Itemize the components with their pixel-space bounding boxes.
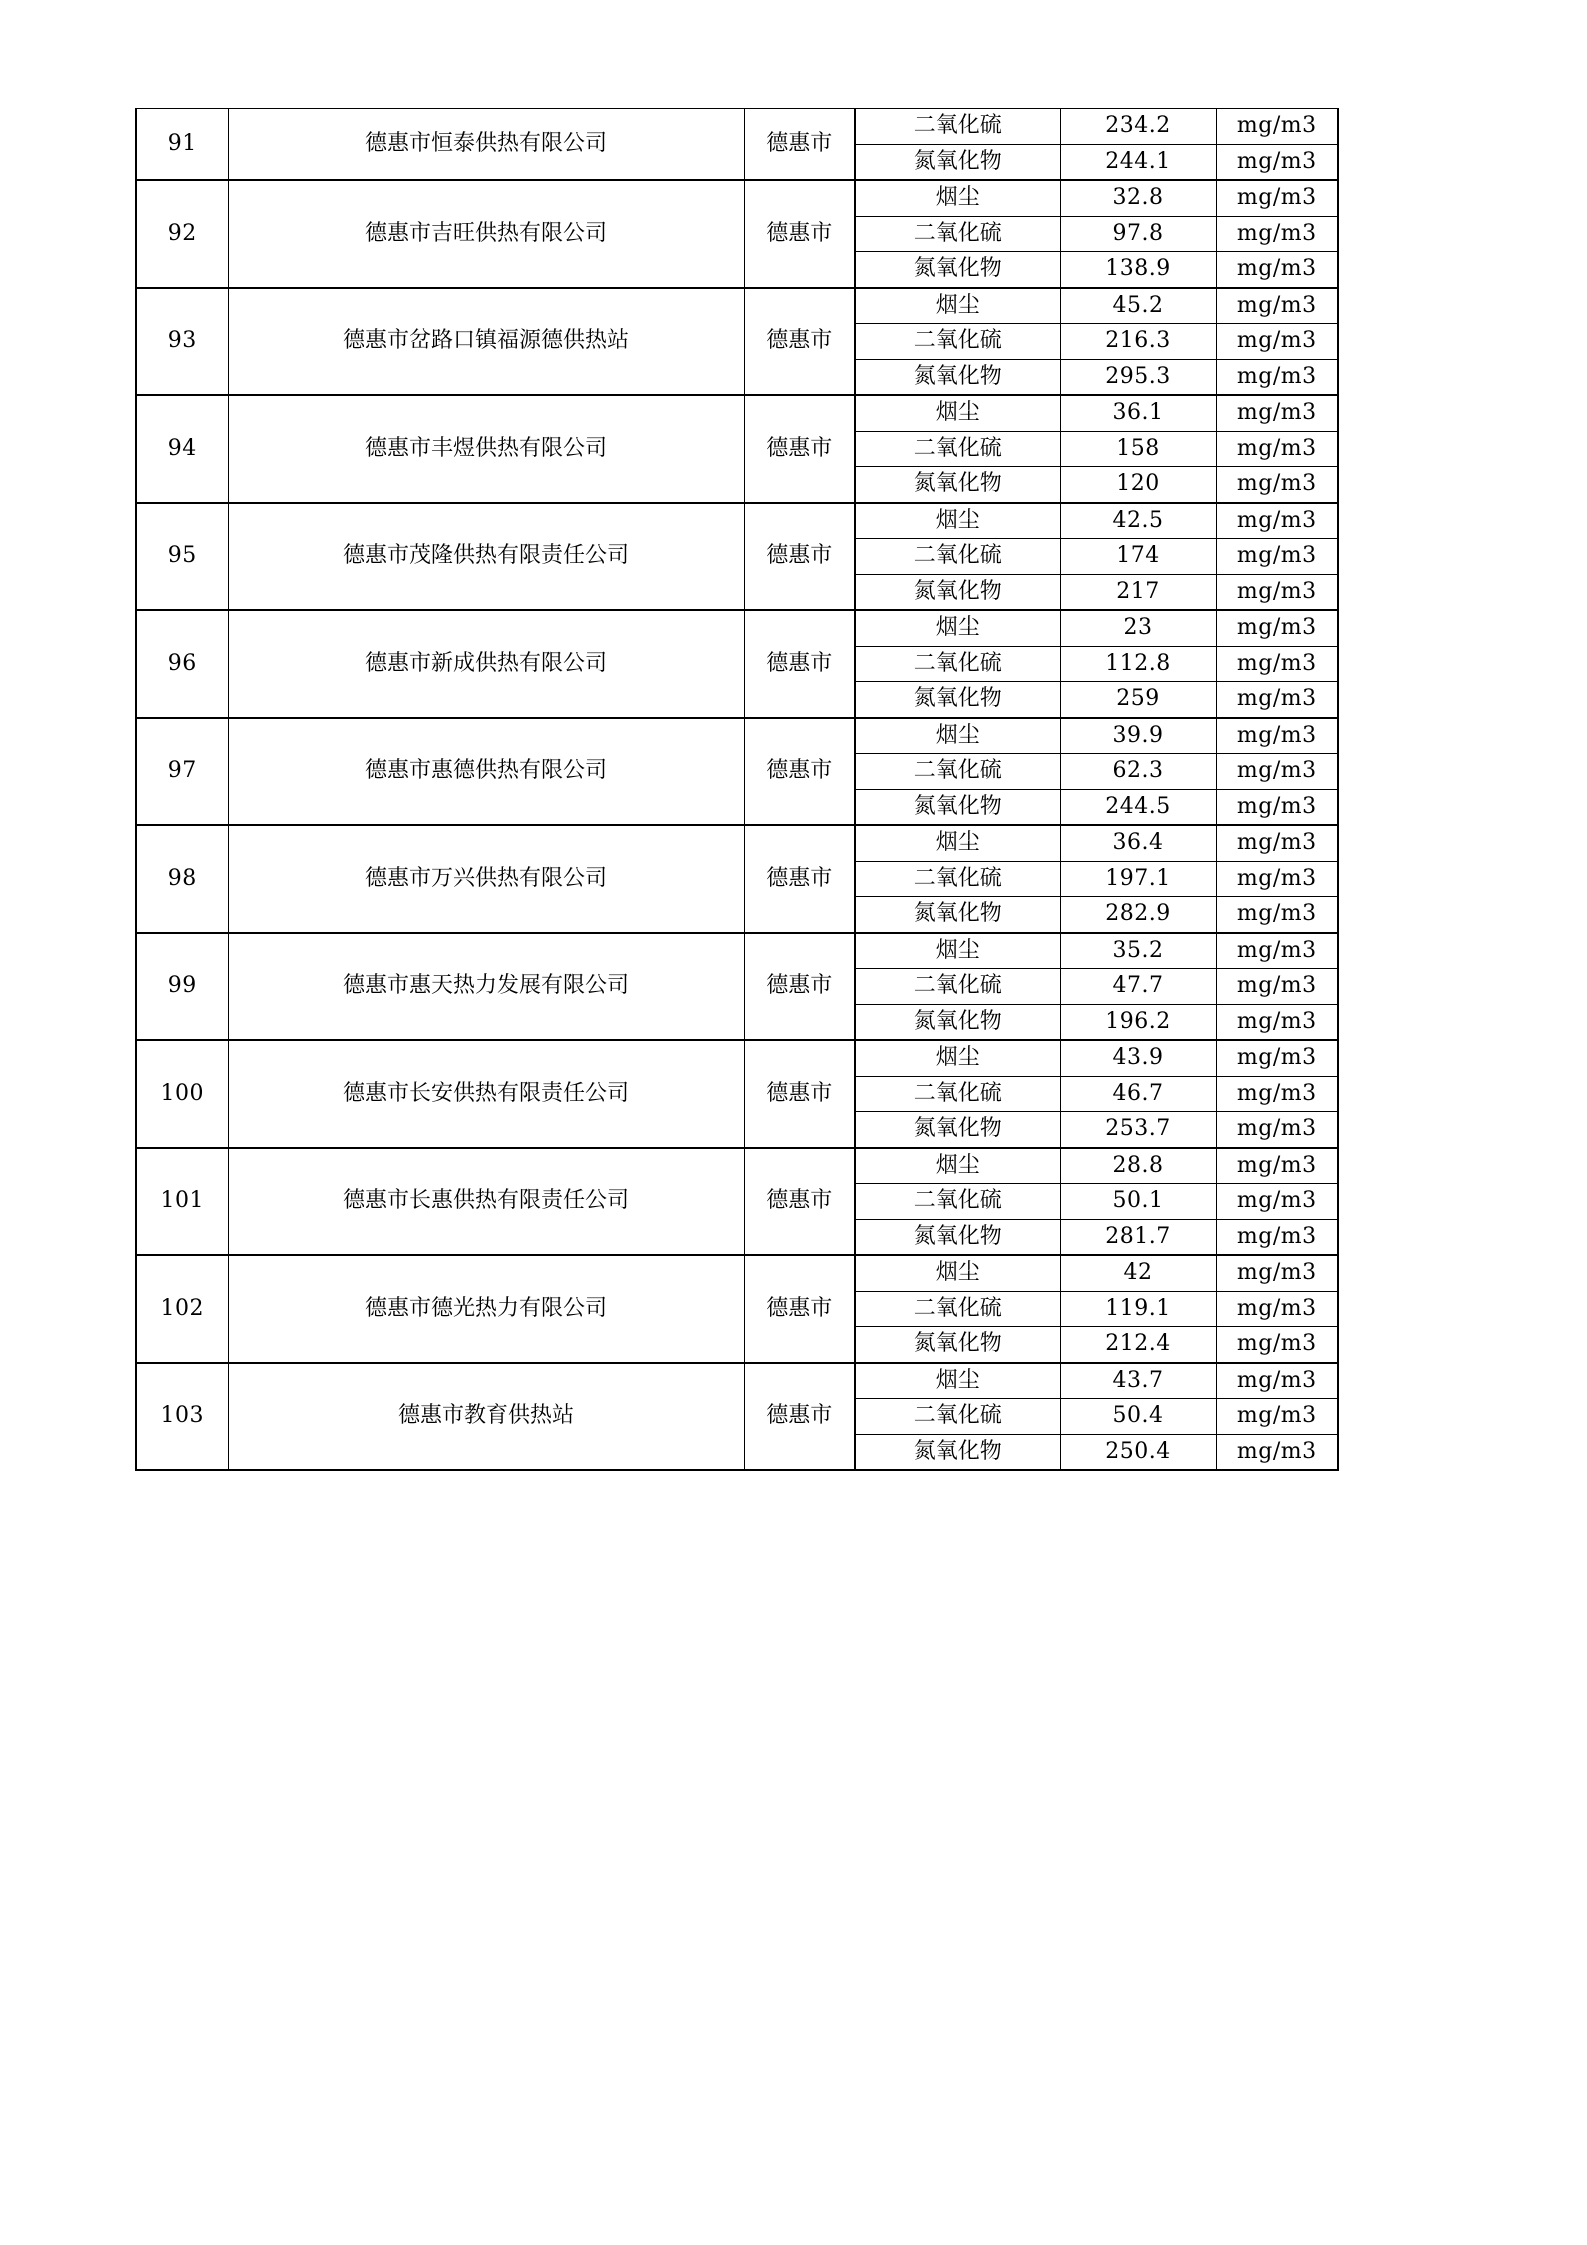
pollutant-cell: 二氧化硫	[855, 1399, 1060, 1435]
value-cell: 119.1	[1060, 1291, 1216, 1327]
value-cell: 36.1	[1060, 395, 1216, 431]
pollutant-cell: 氮氧化物	[855, 359, 1060, 395]
value-cell: 259	[1060, 682, 1216, 718]
company-name-cell: 德惠市岔路口镇福源德供热站	[228, 288, 744, 396]
row-number-cell: 94	[136, 395, 228, 503]
value-cell: 158	[1060, 431, 1216, 467]
unit-cell: mg/m3	[1216, 1112, 1338, 1148]
pollutant-cell: 氮氧化物	[855, 1434, 1060, 1470]
table-row	[136, 1363, 1338, 1399]
pollutant-cell: 烟尘	[855, 933, 1060, 969]
value-cell: 97.8	[1060, 216, 1216, 252]
unit-cell: mg/m3	[1216, 682, 1338, 718]
value-cell: 43.9	[1060, 1040, 1216, 1076]
pollutant-cell: 氮氧化物	[855, 1327, 1060, 1363]
unit-cell: mg/m3	[1216, 288, 1338, 324]
table-row	[136, 718, 1338, 754]
pollutant-cell: 二氧化硫	[855, 861, 1060, 897]
company-name-cell: 德惠市德光热力有限公司	[228, 1255, 744, 1363]
value-cell: 47.7	[1060, 969, 1216, 1005]
value-cell: 112.8	[1060, 646, 1216, 682]
pollutant-cell: 烟尘	[855, 395, 1060, 431]
pollutant-cell: 二氧化硫	[855, 216, 1060, 252]
unit-cell: mg/m3	[1216, 789, 1338, 825]
pollutant-cell: 二氧化硫	[855, 646, 1060, 682]
pollutant-cell: 烟尘	[855, 1148, 1060, 1184]
unit-cell: mg/m3	[1216, 503, 1338, 539]
value-cell: 212.4	[1060, 1327, 1216, 1363]
region-cell: 德惠市	[744, 180, 855, 288]
region-cell: 德惠市	[744, 288, 855, 396]
pollutant-cell: 氮氧化物	[855, 897, 1060, 933]
unit-cell: mg/m3	[1216, 1076, 1338, 1112]
row-number-cell: 92	[136, 180, 228, 288]
value-cell: 295.3	[1060, 359, 1216, 395]
unit-cell: mg/m3	[1216, 1040, 1338, 1076]
emissions-table-body	[136, 109, 1338, 1471]
row-number-cell: 101	[136, 1148, 228, 1256]
unit-cell: mg/m3	[1216, 933, 1338, 969]
pollutant-cell: 氮氧化物	[855, 1219, 1060, 1255]
row-number-cell: 100	[136, 1040, 228, 1148]
pollutant-cell: 二氧化硫	[855, 539, 1060, 575]
pollutant-cell: 二氧化硫	[855, 969, 1060, 1005]
table-row	[136, 395, 1338, 431]
value-cell: 138.9	[1060, 252, 1216, 288]
unit-cell: mg/m3	[1216, 180, 1338, 216]
pollutant-cell: 二氧化硫	[855, 754, 1060, 790]
pollutant-cell: 烟尘	[855, 1255, 1060, 1291]
pollutant-cell: 烟尘	[855, 1363, 1060, 1399]
table-row	[136, 610, 1338, 646]
unit-cell: mg/m3	[1216, 1327, 1338, 1363]
value-cell: 250.4	[1060, 1434, 1216, 1470]
pollutant-cell: 烟尘	[855, 610, 1060, 646]
company-name-cell: 德惠市惠天热力发展有限公司	[228, 933, 744, 1041]
value-cell: 196.2	[1060, 1004, 1216, 1040]
region-cell: 德惠市	[744, 825, 855, 933]
unit-cell: mg/m3	[1216, 861, 1338, 897]
unit-cell: mg/m3	[1216, 646, 1338, 682]
value-cell: 281.7	[1060, 1219, 1216, 1255]
company-name-cell: 德惠市长安供热有限责任公司	[228, 1040, 744, 1148]
company-name-cell: 德惠市恒泰供热有限公司	[228, 109, 744, 181]
pollutant-cell: 氮氧化物	[855, 252, 1060, 288]
row-number-cell: 96	[136, 610, 228, 718]
value-cell: 62.3	[1060, 754, 1216, 790]
value-cell: 36.4	[1060, 825, 1216, 861]
value-cell: 234.2	[1060, 109, 1216, 145]
pollutant-cell: 烟尘	[855, 503, 1060, 539]
table-row	[136, 503, 1338, 539]
unit-cell: mg/m3	[1216, 825, 1338, 861]
region-cell: 德惠市	[744, 109, 855, 181]
pollutant-cell: 氮氧化物	[855, 144, 1060, 180]
value-cell: 197.1	[1060, 861, 1216, 897]
pollutant-cell: 烟尘	[855, 180, 1060, 216]
value-cell: 32.8	[1060, 180, 1216, 216]
company-name-cell: 德惠市新成供热有限公司	[228, 610, 744, 718]
value-cell: 217	[1060, 574, 1216, 610]
unit-cell: mg/m3	[1216, 1255, 1338, 1291]
value-cell: 50.1	[1060, 1184, 1216, 1220]
unit-cell: mg/m3	[1216, 539, 1338, 575]
unit-cell: mg/m3	[1216, 395, 1338, 431]
region-cell: 德惠市	[744, 718, 855, 826]
value-cell: 39.9	[1060, 718, 1216, 754]
table-row	[136, 109, 1338, 145]
unit-cell: mg/m3	[1216, 467, 1338, 503]
value-cell: 244.5	[1060, 789, 1216, 825]
unit-cell: mg/m3	[1216, 1434, 1338, 1470]
value-cell: 23	[1060, 610, 1216, 646]
pollutant-cell: 氮氧化物	[855, 1112, 1060, 1148]
pollutant-cell: 二氧化硫	[855, 1184, 1060, 1220]
unit-cell: mg/m3	[1216, 431, 1338, 467]
unit-cell: mg/m3	[1216, 1363, 1338, 1399]
company-name-cell: 德惠市吉旺供热有限公司	[228, 180, 744, 288]
company-name-cell: 德惠市惠德供热有限公司	[228, 718, 744, 826]
value-cell: 50.4	[1060, 1399, 1216, 1435]
pollutant-cell: 二氧化硫	[855, 324, 1060, 360]
pollutant-cell: 氮氧化物	[855, 789, 1060, 825]
unit-cell: mg/m3	[1216, 324, 1338, 360]
region-cell: 德惠市	[744, 1255, 855, 1363]
pollutant-cell: 烟尘	[855, 288, 1060, 324]
row-number-cell: 93	[136, 288, 228, 396]
pollutant-cell: 氮氧化物	[855, 1004, 1060, 1040]
region-cell: 德惠市	[744, 1363, 855, 1471]
company-name-cell: 德惠市丰煜供热有限公司	[228, 395, 744, 503]
company-name-cell: 德惠市万兴供热有限公司	[228, 825, 744, 933]
table-row	[136, 1148, 1338, 1184]
pollutant-cell: 氮氧化物	[855, 574, 1060, 610]
pollutant-cell: 二氧化硫	[855, 431, 1060, 467]
value-cell: 120	[1060, 467, 1216, 503]
unit-cell: mg/m3	[1216, 754, 1338, 790]
value-cell: 43.7	[1060, 1363, 1216, 1399]
unit-cell: mg/m3	[1216, 610, 1338, 646]
unit-cell: mg/m3	[1216, 574, 1338, 610]
value-cell: 35.2	[1060, 933, 1216, 969]
unit-cell: mg/m3	[1216, 252, 1338, 288]
value-cell: 244.1	[1060, 144, 1216, 180]
unit-cell: mg/m3	[1216, 144, 1338, 180]
value-cell: 253.7	[1060, 1112, 1216, 1148]
table-row	[136, 933, 1338, 969]
value-cell: 42.5	[1060, 503, 1216, 539]
value-cell: 46.7	[1060, 1076, 1216, 1112]
region-cell: 德惠市	[744, 933, 855, 1041]
company-name-cell: 德惠市长惠供热有限责任公司	[228, 1148, 744, 1256]
unit-cell: mg/m3	[1216, 1219, 1338, 1255]
value-cell: 45.2	[1060, 288, 1216, 324]
unit-cell: mg/m3	[1216, 1148, 1338, 1184]
table-row	[136, 1040, 1338, 1076]
value-cell: 282.9	[1060, 897, 1216, 933]
pollutant-cell: 二氧化硫	[855, 109, 1060, 145]
row-number-cell: 91	[136, 109, 228, 181]
pollutant-cell: 氮氧化物	[855, 682, 1060, 718]
unit-cell: mg/m3	[1216, 969, 1338, 1005]
row-number-cell: 99	[136, 933, 228, 1041]
value-cell: 28.8	[1060, 1148, 1216, 1184]
unit-cell: mg/m3	[1216, 1184, 1338, 1220]
row-number-cell: 98	[136, 825, 228, 933]
pollutant-cell: 烟尘	[855, 718, 1060, 754]
row-number-cell: 97	[136, 718, 228, 826]
region-cell: 德惠市	[744, 610, 855, 718]
value-cell: 174	[1060, 539, 1216, 575]
region-cell: 德惠市	[744, 395, 855, 503]
unit-cell: mg/m3	[1216, 109, 1338, 145]
pollutant-cell: 烟尘	[855, 825, 1060, 861]
pollutant-cell: 二氧化硫	[855, 1076, 1060, 1112]
region-cell: 德惠市	[744, 503, 855, 611]
unit-cell: mg/m3	[1216, 1004, 1338, 1040]
region-cell: 德惠市	[744, 1040, 855, 1148]
unit-cell: mg/m3	[1216, 1291, 1338, 1327]
pollutant-cell: 烟尘	[855, 1040, 1060, 1076]
row-number-cell: 103	[136, 1363, 228, 1471]
table-row	[136, 825, 1338, 861]
company-name-cell: 德惠市教育供热站	[228, 1363, 744, 1471]
table-row	[136, 180, 1338, 216]
row-number-cell: 95	[136, 503, 228, 611]
table-row	[136, 288, 1338, 324]
row-number-cell: 102	[136, 1255, 228, 1363]
table-row	[136, 1255, 1338, 1291]
unit-cell: mg/m3	[1216, 897, 1338, 933]
company-name-cell: 德惠市茂隆供热有限责任公司	[228, 503, 744, 611]
unit-cell: mg/m3	[1216, 359, 1338, 395]
unit-cell: mg/m3	[1216, 718, 1338, 754]
value-cell: 216.3	[1060, 324, 1216, 360]
emissions-table	[135, 108, 1339, 1471]
value-cell: 42	[1060, 1255, 1216, 1291]
unit-cell: mg/m3	[1216, 1399, 1338, 1435]
pollutant-cell: 氮氧化物	[855, 467, 1060, 503]
pollutant-cell: 二氧化硫	[855, 1291, 1060, 1327]
region-cell: 德惠市	[744, 1148, 855, 1256]
unit-cell: mg/m3	[1216, 216, 1338, 252]
